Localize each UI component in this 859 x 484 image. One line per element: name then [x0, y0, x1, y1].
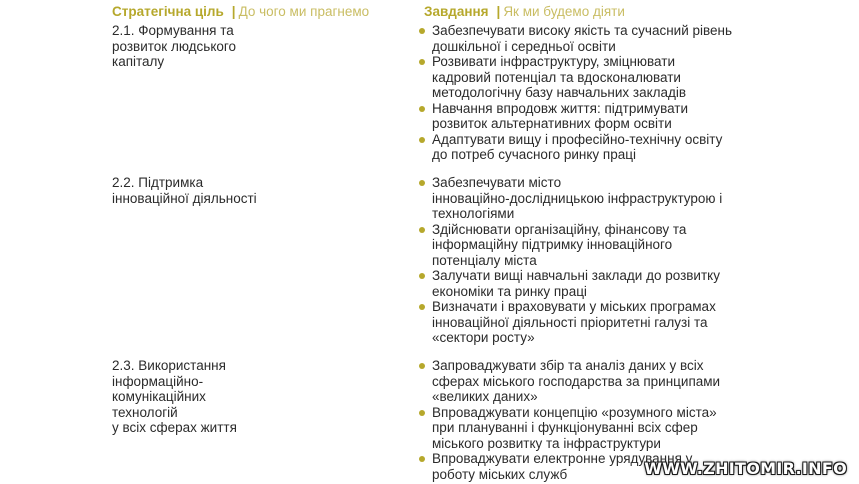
task-line: Навчання впродовж життя: підтримувати: [432, 100, 689, 116]
task-line: дошкільної і середньої освіти: [432, 38, 616, 54]
goal-line: комунікаційних: [112, 389, 206, 404]
task-line: кадровий потенціал та вдосконалювати: [432, 69, 681, 85]
goal-line: інноваційної діяльності: [112, 190, 257, 206]
strategic-goal-2-2: [112, 175, 312, 206]
task-line: при плануванні і функціонуванні всіх сфер: [432, 420, 698, 435]
goal-line: технологій: [112, 404, 178, 420]
bullet-icon: [419, 456, 425, 462]
bullet-icon: [419, 59, 425, 65]
bullet-icon: [419, 273, 425, 279]
task-line: Визначати і враховувати у міських програмах: [432, 299, 716, 314]
task-item: [418, 299, 758, 346]
bullet-icon: [419, 227, 425, 233]
tasks-column-header: [424, 4, 625, 19]
goal-line: капіталу: [112, 54, 165, 69]
task-line: Впроваджувати електронне урядування у: [432, 451, 693, 466]
task-line: інформаційну підтримку інноваційного: [432, 237, 673, 252]
task-item: [418, 175, 758, 222]
bullet-icon: [419, 410, 425, 416]
tasks-header-title: Завдання: [424, 4, 489, 19]
task-item: [418, 405, 758, 452]
task-line: потенціалу міста: [432, 252, 537, 268]
task-line: економіки та ринку праці: [432, 283, 587, 299]
task-line: інноваційно-дослідницькою інфраструктурою і: [432, 190, 723, 206]
task-line: технологіями: [432, 206, 515, 221]
task-line: методологічну базу навчальних закладів: [432, 85, 687, 100]
goal-line: 2.3. Використання: [112, 358, 226, 373]
task-item: [418, 222, 758, 269]
task-line: «великих даних»: [432, 389, 538, 404]
task-line: Адаптувати вищу і професійно-технічну освіту: [432, 131, 723, 147]
task-item: [418, 54, 758, 101]
task-item: [418, 132, 758, 163]
tasks-header-subtitle: Як ми будемо діяти: [503, 4, 625, 19]
task-item: [418, 358, 758, 405]
goal-line: у всіх сферах життя: [112, 420, 237, 435]
goal-line: розвиток людського: [112, 38, 237, 54]
task-item: [418, 23, 758, 54]
bullet-icon: [419, 304, 425, 310]
task-line: Здійснювати організаційну, фінансову та: [432, 221, 687, 237]
task-line: сферах міського господарства за принципами: [432, 373, 721, 389]
task-line: «сектори росту»: [432, 330, 535, 345]
task-item: [418, 101, 758, 132]
tasks-list-2-1: [418, 23, 758, 163]
bullet-icon: [419, 106, 425, 112]
bullet-icon: [419, 137, 425, 143]
task-line: інноваційної діяльності пріоритетні галузі та: [432, 314, 708, 330]
bullet-icon: [419, 363, 425, 369]
goal-line: 2.2. Підтримка: [112, 175, 204, 190]
bullet-icon: [419, 180, 425, 186]
task-line: Залучати вищі навчальні заклади до розвитку: [432, 268, 720, 283]
task-line: міського розвитку та інфраструктури: [432, 435, 661, 451]
goals-column-header: [112, 4, 369, 19]
tasks-list-2-2: [418, 175, 758, 346]
bullet-icon: [419, 28, 425, 34]
goal-line: 2.1. Формування та: [112, 23, 234, 38]
header-separator: |: [496, 4, 501, 19]
goals-header-subtitle: До чого ми прагнемо: [238, 4, 370, 19]
task-line: Розвивати інфраструктуру, зміцнювати: [432, 54, 675, 69]
header-separator: |: [231, 4, 236, 19]
task-line: Забезпечувати місто: [432, 175, 562, 190]
site-watermark: WWW.ZHITOMIR.INFO: [644, 459, 847, 478]
task-item: [418, 268, 758, 299]
task-line: Забезпечувати високу якість та сучасний рівень: [432, 23, 733, 38]
task-line: роботу міських служб: [432, 466, 568, 482]
task-line: Впроваджувати концепцію «розумного міста»: [432, 404, 717, 420]
task-line: розвиток альтернативних форм освіти: [432, 116, 672, 131]
task-line: до потреб сучасного ринку праці: [432, 147, 636, 162]
strategic-goal-2-1: [112, 23, 312, 70]
goal-line: інформаційно-: [112, 373, 204, 389]
goals-header-title: Стратегічна ціль: [112, 4, 224, 19]
strategic-goal-2-3: [112, 358, 312, 436]
task-line: Запроваджувати збір та аналіз даних у всіх: [432, 358, 704, 373]
